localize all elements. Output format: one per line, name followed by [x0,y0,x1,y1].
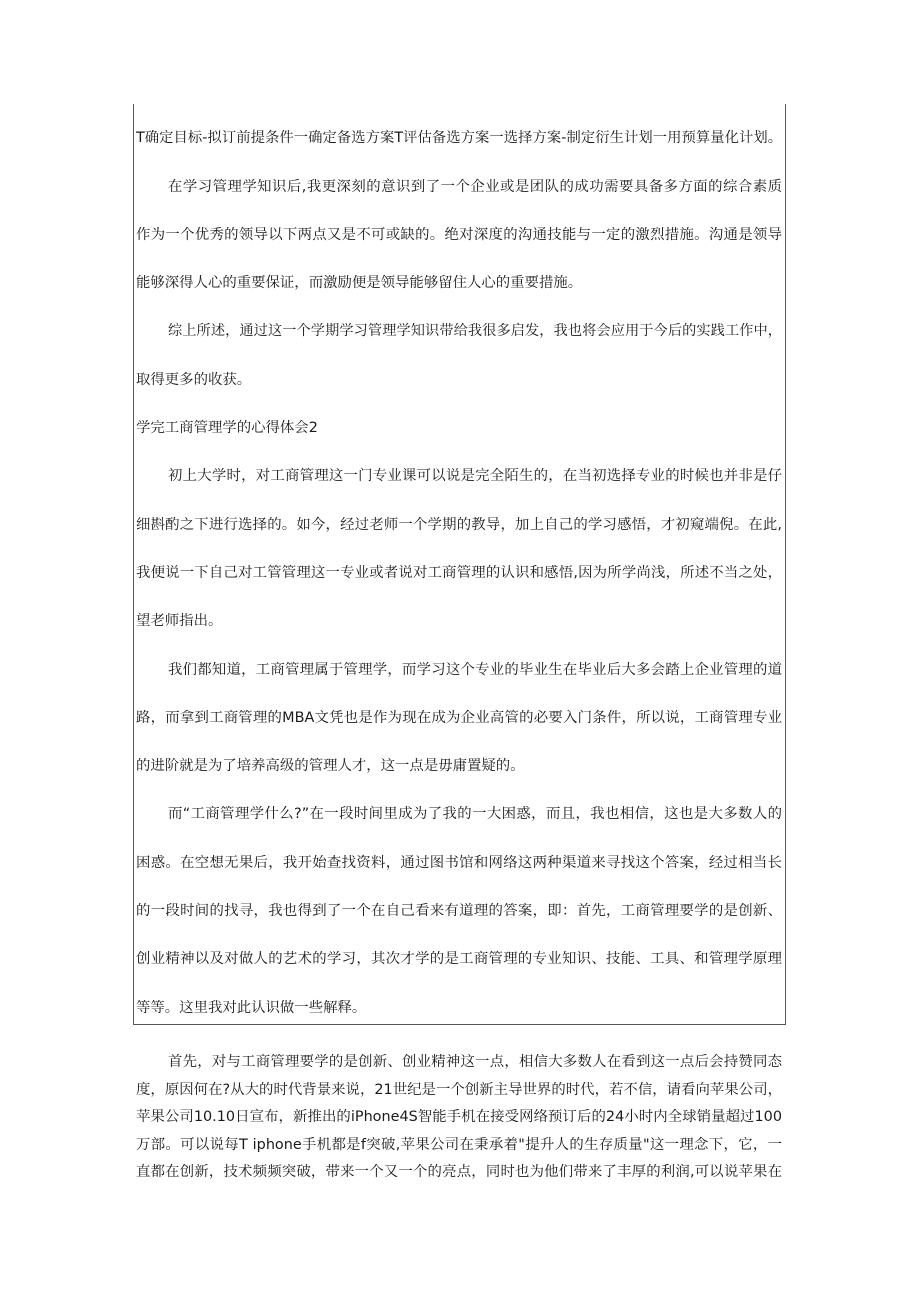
box-line-18: 创业精神以及对做人的艺术的学习，其次才学的是工商管理的专业知识、技能、工具、和管理学原理 [136,951,782,967]
box-line-13: 路，而拿到工商管理的MBA文凭也是作为现在成为企业高管的必要入门条件，所以说，工商管理专业 [136,710,782,726]
box-line-3: 作为一个优秀的领导以下两点又是不可或缺的。绝对深度的沟通技能与一定的激烈措施。沟通是领导 [136,227,782,243]
lower-line-5: 直都在创新，技术频频突破，带来一个又一个的亮点，同时也为他们带来了丰厚的利润,可以说苹果在 [136,1164,782,1180]
box-line-17: 的一段时间的找寻，我也得到了一个在自己看来有道理的答案，即：首先，工商管理要学的是创新、 [136,903,782,919]
lower-line-2: 度，原因何在?从大的时代背景来说，21世纪是一个创新主导世界的时代，若不信，请看向苹果公司， [136,1082,782,1098]
lower-line-1: 首先，对与工商管理要学的是创新、创业精神这一点，相信大多数人在看到这一点后会持赞同态 [168,1054,782,1070]
box-line-9: 细斟酌之下进行选择的。如今，经过老师一个学期的教导，加上自己的学习感悟，才初窥端倪。在此, [136,517,782,533]
box-line-15: 而“工商管理学什么?”在一段时间里成为了我的一大困惑，而且，我也相信，这也是大多数人的 [168,806,782,822]
box-line-4: 能够深得人心的重要保证，而激励便是领导能够留住人心的重要措施。 [136,275,583,291]
box-line-11: 望老师指出。 [136,613,223,629]
box-line-6: 取得更多的收获。 [136,372,252,388]
box-line-8: 初上大学时，对工商管理这一门专业课可以说是完全陌生的，在当初选择专业的时候也并非是仔 [168,468,782,484]
box-line-19: 等等。这里我对此认识做一些解释。 [136,1000,367,1016]
lower-line-4: 万部。可以说每T iphone手机都是f突破,苹果公司在秉承着"提升人的生存质量"这一理念下，它，一 [136,1137,782,1153]
lower-line-3: 苹果公司10.10日宣布，新推出的iPhone4S智能手机在接受网络预订后的24小时内全球销量超过100 [136,1109,782,1125]
box-line-1: T确定目标-拟订前提条件一确定备选方案T评估备选方案一选择方案-制定衍生计划一用预算量化计划。 [136,130,782,146]
box-line-12: 我们都知道，工商管理属于管理学，而学习这个专业的毕业生在毕业后大多会踏上企业管理的道 [168,662,782,678]
box-line-10: 我便说一下自己对工管管理这一专业或者说对工商管理的认识和感悟,因为所学尚浅，所述不当之处， [136,565,782,581]
box-line-5: 综上所述，通过这一个学期学习管理学知识带给我很多启发，我也将会应用于今后的实践工作中， [168,323,782,339]
box-line-14: 的进阶就是为了培养高级的管理人才，这一点是毋庸置疑的。 [136,758,525,774]
section-heading: 学完工商管理学的心得体会2 [136,420,318,436]
box-line-16: 困惑。在空想无果后，我开始查找资料，通过图书馆和网络这两种渠道来寻找这个答案，经过相当长 [136,855,782,871]
box-line-2: 在学习管理学知识后,我更深刻的意识到了一个企业或是团队的成功需要具备多方面的综合素质 [168,179,782,195]
